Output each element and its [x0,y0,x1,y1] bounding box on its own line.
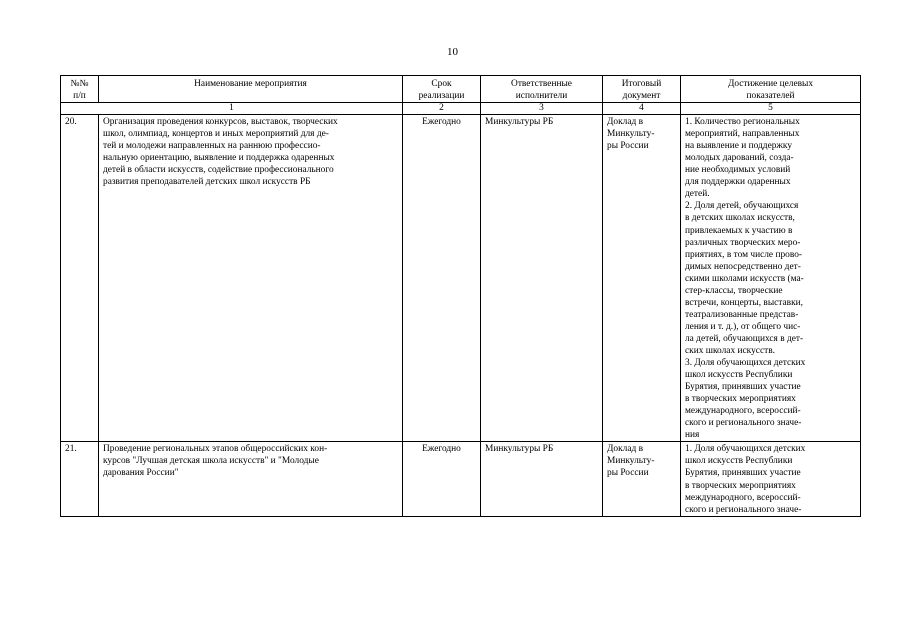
activity-name: Проведение региональных этапов общероссийских кон- курсов "Лучшая детская школа искусств" и "Молодые дарования России" [99,442,403,516]
header-num: №№ п/п [61,76,99,103]
activity-document: Доклад в Минкульту- ры России [603,115,681,442]
table-row [61,442,861,516]
activity-goals: 1. Количество региональных мероприятий, направленных на выявление и поддержку молодых дарований, созда- ние необходимых условий для поддержки одаренных детей. 2. Доля детей, обучающихся в детских школах искусств, привлекаемых к участию в различных творческих меро- приятиях, в том числе прово- димых непосредственно дет- скими школами искусств (ма- стер-классы, творческие встречи, концерты, выставки, театрализованные представ- ления и т. д.), от общего чис- ла детей, обучающихся в дет- ских школах искусств. 3. Доля обучающихся детских школ искусств Республики Бурятия, принявших участие в творческих мероприятиях международного, всероссий- ского и регионального значе- ния [681,115,861,442]
header-goals: Достижение целевых показателей [681,76,861,103]
page-number: 10 [447,46,458,58]
activities-table [60,75,861,517]
activity-document: Доклад в Минкульту- ры России [603,442,681,516]
column-number-1: 1 [61,103,403,115]
activity-goals: 1. Доля обучающихся детских школ искусств Республики Бурятия, принявших участие в творческих мероприятиях международного, всероссий- ского и регионального значе- [681,442,861,516]
header-term: Срок реализации [403,76,481,103]
header-document: Итоговый документ [603,76,681,103]
column-number-2: 2 [403,103,481,115]
column-number-4: 4 [603,103,681,115]
activity-executors: Минкультуры РБ [481,115,603,442]
column-number-row [61,103,861,115]
row-number: 21. [61,442,99,516]
activity-term: Ежегодно [403,442,481,516]
table-row [61,115,861,442]
row-number: 20. [61,115,99,442]
header-executors: Ответственные исполнители [481,76,603,103]
activity-executors: Минкультуры РБ [481,442,603,516]
header-name: Наименование мероприятия [99,76,403,103]
column-number-3: 3 [481,103,603,115]
activity-term: Ежегодно [403,115,481,442]
activity-name: Организация проведения конкурсов, выставок, творческих школ, олимпиад, концертов и иных мероприятий для де- тей и молодежи направленных на раннюю профессио- нальную ориентацию, выявление и поддержка одаренных детей в области искусств, содействие профессионального развития преподавателей детских школ искусств РБ [99,115,403,442]
table-header-row [61,76,861,103]
column-number-5: 5 [681,103,861,115]
